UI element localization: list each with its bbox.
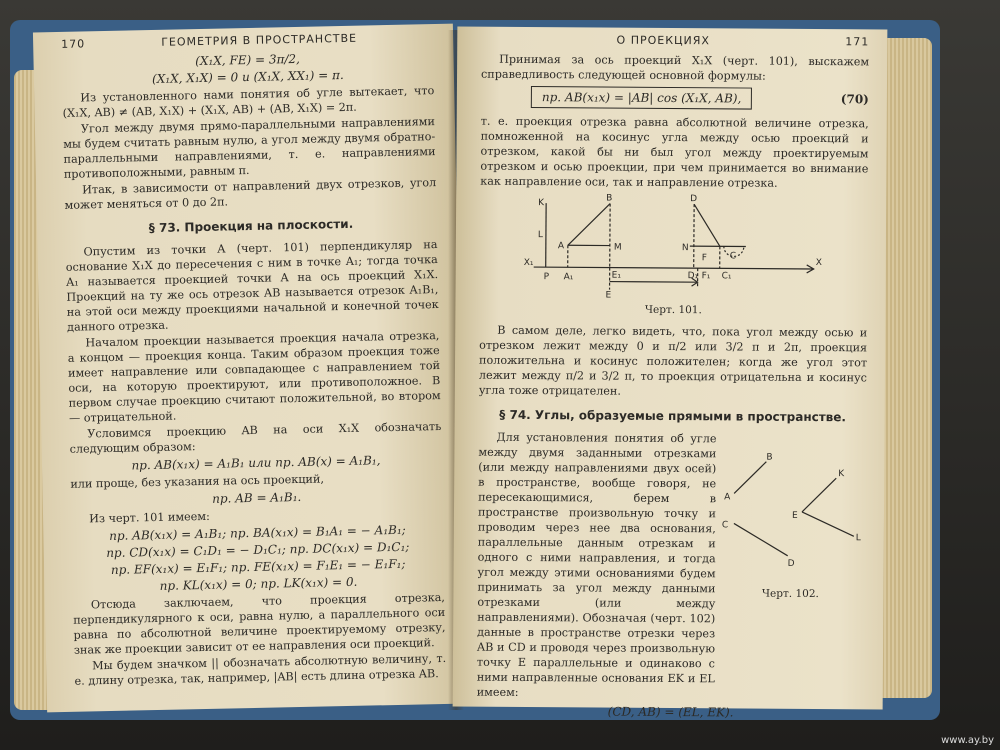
figure-caption: Черт. 102. [761,587,819,601]
right-running-title: О ПРОЕКЦИЯХ [616,33,711,48]
section-heading: § 74. Углы, образуемые прямыми в пространстве. [499,407,847,425]
segment-dc [694,204,720,246]
fig2-label: C [721,520,729,531]
paragraph: Для установления понятия об угле между двумя заданными отрезками (или между направлениями двух осей) в пространстве, вообще говоря, не пересекающимися, берем в пространстве произвольную точку и проводим через нее два основания, параллельные данным отрезкам и одного с ними направления, и тогда угол между этими основаниями будем принимать за угол между данными отрезками (или между направлениями). Обозначая (черт. 102) данные в пространстве отрезки через AB и CD и проводя через произвольную точку E параллельные и одинаково с ними направленные основания EK и EL имеем: [476,430,717,699]
right-page [453,27,888,720]
paragraph: Угол между двумя прямо-параллельными направлениями мы будем считать равным нулю, а угол между двумя обратно-параллельными направлениями, т. е. направлениями противоположными, равным π. [63,115,436,181]
fig1-label: P [543,272,550,283]
figure-102-labels [722,452,862,569]
paragraph: Опустим из точки A (черт. 101) перпендикуляр на основание X₁X до пересечения с ним в точке A₁; тогда точка A₁ называется проекцией точки A на ось проекций X₁X. Проекций на ту же ось отрезок AB называется отрезок A₁B₁, на этой оси между проекциями начальной и конечной точек данного отрезка. [65,238,439,334]
figure-caption: Черт. 101. [644,303,702,317]
segment-cd [734,523,788,555]
fig1-label: E₁ [611,270,621,281]
fig1-label: X₁ [523,257,534,269]
fig1-label: M [613,242,622,253]
figure-101 [523,193,824,303]
watermark: www.ay.by [941,735,994,746]
paragraph: Отсюда заключаем, что проекция отрезка, перпендикулярного к оси, равна нулю, а параллельного оси равна по абсолютной величине проектируемому отрезку, знак же проекции зависит от ее направления оси проекций. [73,590,446,657]
formula: пр. AB = A₁B₁. [212,489,302,506]
fig1-label: X [815,258,822,269]
formula: пр. KL(x₁x) = 0; пр. LK(x₁x) = 0. [159,574,358,593]
fig1-label: A₁ [563,272,574,283]
fig1-label: C [729,251,737,262]
boxed-formula: пр. AB(x₁x) = |AB| cos (X₁X, AB), [531,86,753,110]
formula: (X₁X, FE) = 3π/2, [195,51,301,69]
left-page-number: 170 [61,37,86,51]
fig1-label: D₁ [687,271,699,282]
paragraph: Принимая за ось проекций X₁X (черт. 101), выскажем справедливость следующей основной формулы: [481,52,870,83]
fig1-label: D [690,194,698,205]
paragraph: Итак, в зависимости от направлений двух отрезков, угол может меняться от 0 до 2π. [64,176,437,212]
fig1-label: E [605,290,612,301]
right-running-header [481,33,869,49]
fig1-label: F₁ [701,271,711,282]
fig2-label: K [838,469,845,480]
paragraph: Мы будем значком || обозначать абсолютную величину, т. е. длину отрезка, так, например, |AB| есть длина отрезка AB. [74,651,447,688]
right-page-number: 171 [845,35,870,49]
paragraph: Началом проекции называется проекция начала отрезка, а концом — проекция конца. Таким образом проекция тоже имеет направление или совпадающее с направлением той оси, на которую проектируют, или противоположное. В первом случае проекцию считают положительной, во втором — отрицательной. [67,329,441,425]
fig1-label: B [606,193,613,204]
segment-ab [734,461,766,493]
fig1-label: L [537,230,543,241]
fig2-label: B [766,452,773,463]
paragraph: или проще, без указания на ось проекций, [70,472,325,491]
segment-ab [568,203,610,245]
segment-ef [610,282,698,283]
fig2-label: D [787,558,795,569]
formula: пр. EF(x₁x) = E₁F₁; пр. FE(x₁x) = F₁E₁ = − E₁F₁; [110,556,406,577]
segment-el [802,512,854,536]
formula: пр. AB(x₁x) = A₁B₁ или пр. AB(x) = A₁B₁, [131,453,381,473]
left-page [33,24,467,713]
fig2-label: A [724,492,731,503]
text-with-figure [477,430,867,704]
section-heading: § 73. Проекция на плоскости. [148,216,354,236]
left-running-header [61,30,433,51]
fig1-label: C₁ [721,271,732,282]
page-edges-right [880,38,932,698]
paragraph: Условимся проекцию AB на оси X₁X обозначать следующим образом: [69,420,442,456]
figure-102-container [715,431,867,703]
axis-line [534,267,814,269]
formula: (CD, AB) = (EL, EK). [607,704,734,720]
fig1-label: K [538,198,545,209]
fig1-label: F [701,253,707,264]
paragraph: Из установленного нами понятия об угле вытекает, что (X₁X, AB) ≠ (AB, X₁X) + (X₁X, AB) + (AB, X₁X) = 2π. [62,84,435,120]
formula: (X₁X, X₁X) = 0 и (X₁X, XX₁) = π. [151,67,344,86]
fig2-label: L [855,533,861,544]
paragraph: Из черт. 101 имеем: [88,509,210,526]
boxed-formula-row [481,86,869,111]
left-running-title: ГЕОМЕТРИЯ В ПРОСТРАНСТВЕ [161,31,358,49]
formula: пр. CD(x₁x) = C₁D₁ = − D₁C₁; пр. DC(x₁x) = D₁C₁; [106,539,410,561]
fig1-label: N [681,243,689,254]
paragraph: В самом деле, легко видеть, что, пока угол между осью и отрезком лежит между 0 и π/2 или 3/2 π и 2π, проекция положительна и косинус положителен; когда же угол этот лежит между π/2 и 3/2 π, то проекция отрицательна и косинус угла тоже отрицателен. [478,323,868,398]
equation-number: (70) [840,92,869,107]
fig1-label: A [557,241,565,252]
formula: пр. AB(x₁x) = A₁B₁; пр. BA(x₁x) = B₁A₁ = − A₁B₁; [109,522,406,543]
paragraph: т. е. проекция отрезка равна абсолютной величине отрезка, помноженной на косинус угла между осью проекций и отрезком, какой бы ни был угол между проектируемым отрезком и осью проекции, при чем принимается во внимание как направление оси, так и направление отрезка. [480,114,869,190]
segment-ek [802,478,836,512]
fig2-label: E [791,510,798,521]
figure-102 [716,431,867,582]
